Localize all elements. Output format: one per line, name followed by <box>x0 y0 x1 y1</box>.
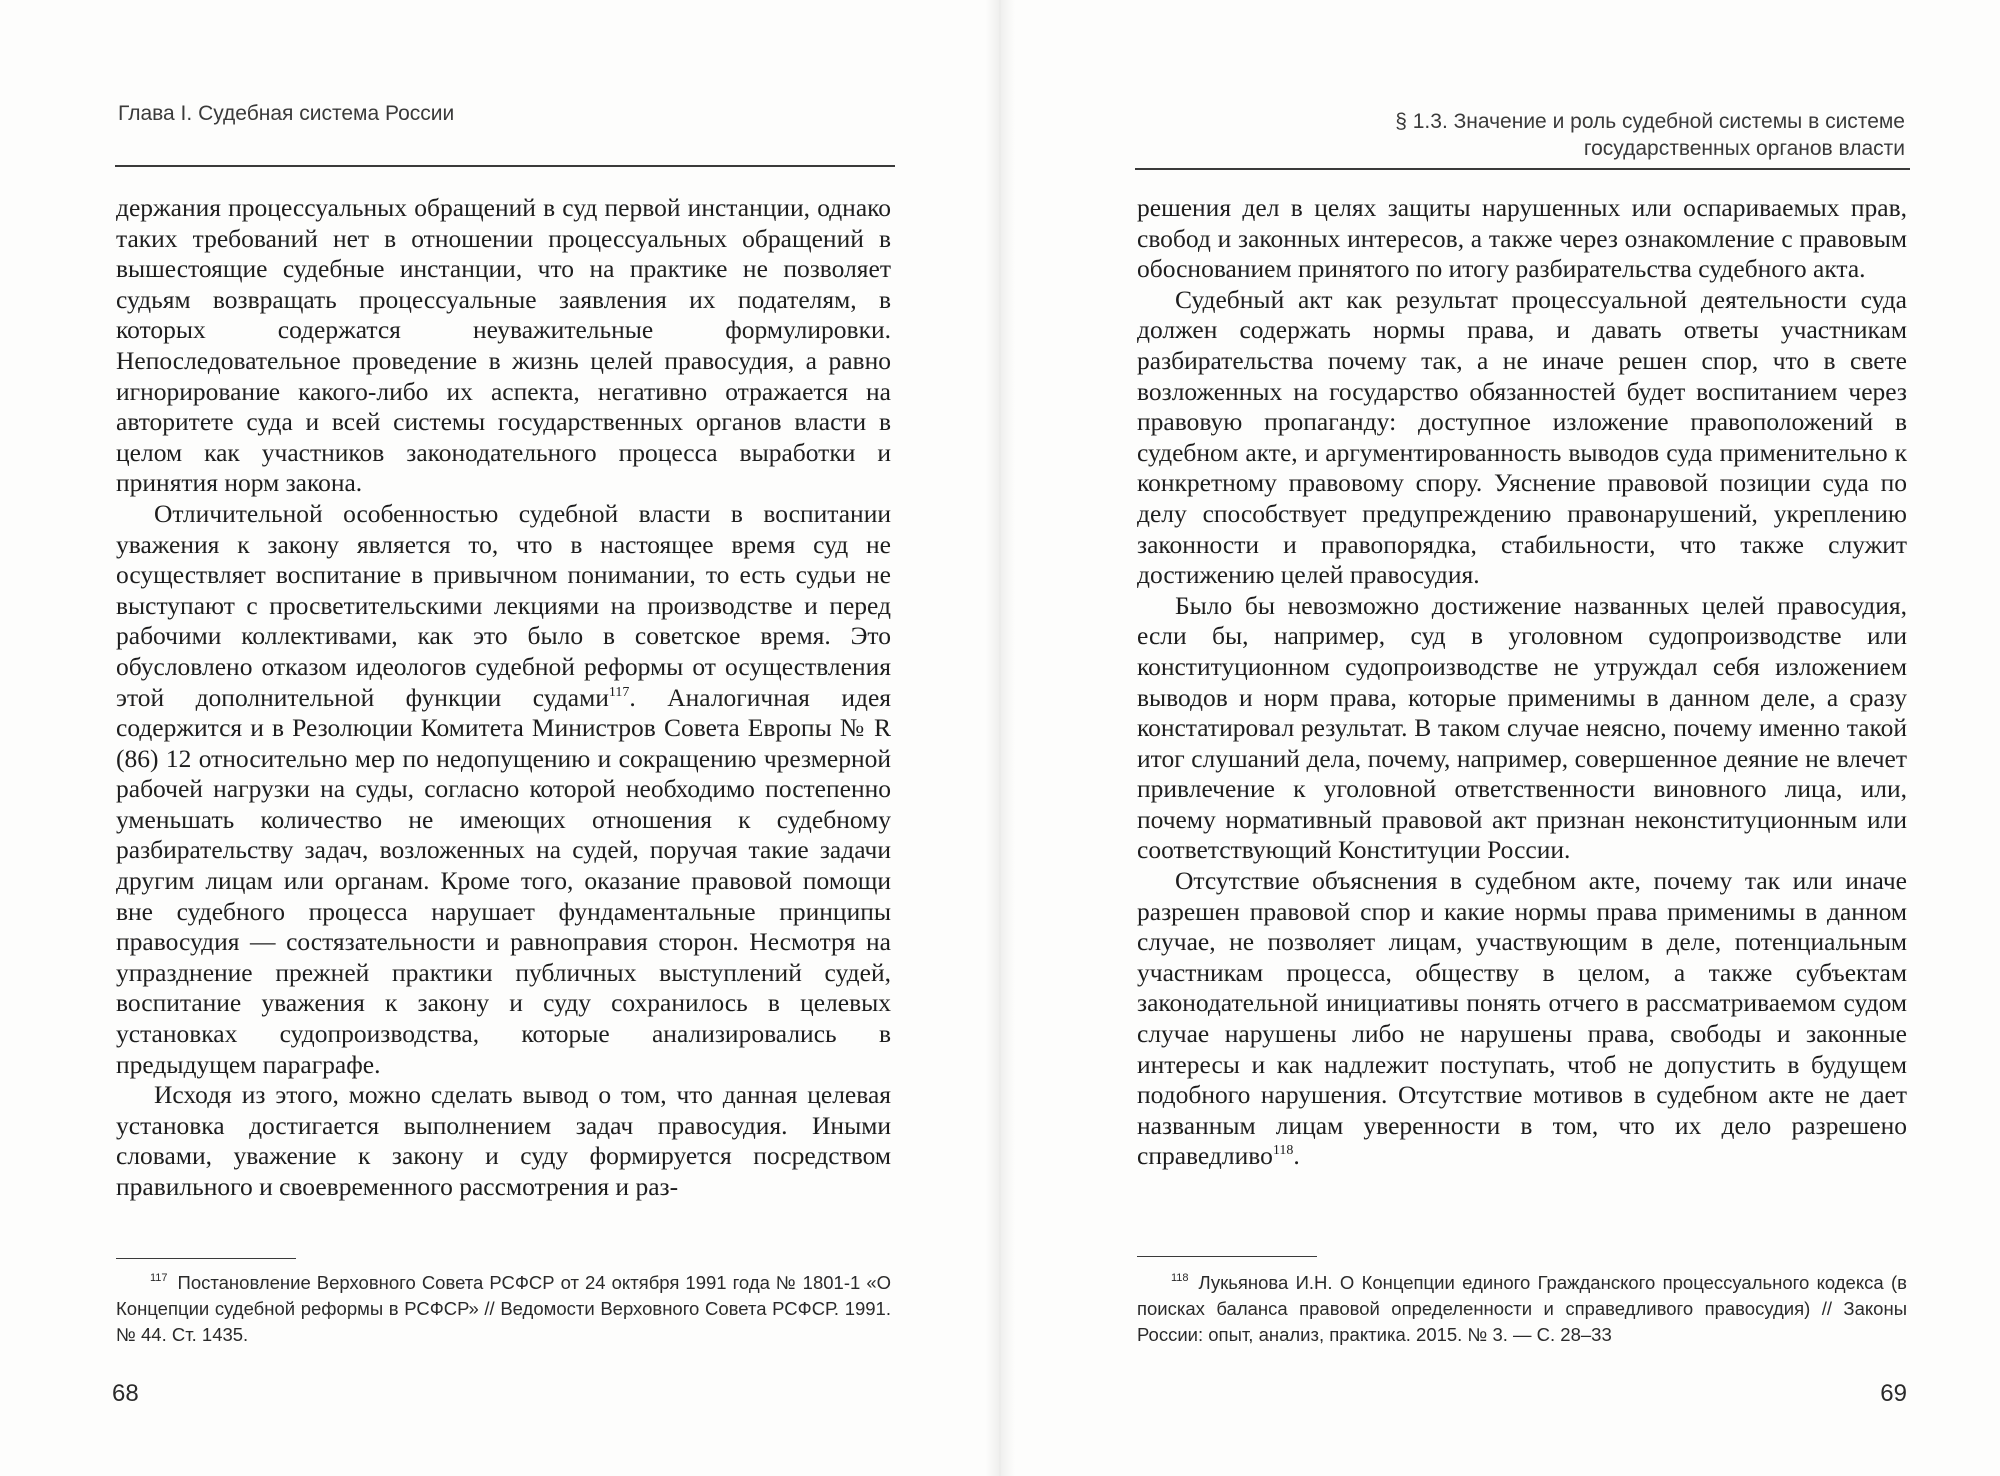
body-text-right <box>1137 193 1907 1172</box>
paragraph <box>1137 866 1907 1172</box>
page-number-left: 68 <box>112 1380 139 1407</box>
running-head-left: Глава I. Судебная система России <box>118 102 455 125</box>
running-head-line: § 1.3. Значение и роль судебной системы в системе <box>1395 110 1905 133</box>
paragraph: Было бы невозможно достижение названных целей правосудия, если бы, например, суд в уголовном судопроизводстве или конституционном судопроизводстве не утруждал себя изложением выводов и норм права, которые применимы в данном деле, а сразу констатировал результат. В таком случае неясно, почему именно такой итог слушаний дела, почему, например, совершенное деяние не влечет привлечение к уголовной ответственности виновного лица, или, почему нормативный правовой акт признан неконституционным или соответствующий Конституции России. <box>1137 590 1907 865</box>
footnote-117 <box>116 1270 891 1348</box>
body-text-left <box>116 193 891 1203</box>
paragraph-text: Отличительной особенностью судебной власти в воспитании уважения к закону является то, что в настоящее время суд не осуществляет воспитание в привычном понимании, то есть судьи не выступают с просветительскими лекциями на производстве и перед рабочими коллективами, как это было в советское время. Это обусловлено отказом идеологов судебной реформы от осуществления этой дополнительной функции судами <box>116 498 891 712</box>
footnote-ref-117[interactable]: 117 <box>608 684 630 700</box>
footnote-ref-118[interactable]: 118 <box>1272 1143 1294 1159</box>
paragraph-text: . Аналогичная идея содержится и в Резолюции Комитета Министров Совета Европы № R (86) 12 относительно мер по недопущению и сокращению чрезмерной рабочей нагрузки на суды, согласно которой необходимо постепенно уменьшать количество не имеющих отношения к судебному разбирательству задач, возложенных на судей, поручая такие задачи другим лицам или органам. Кроме того, оказание правовой помощи вне судебного процесса нарушает фундаментальные принципы правосудия — состязательности и равноправия сторон. Несмотря на упразднение прежней практики публичных выступлений судей, воспитание уважения к закону и суду сохранилось в целевых установках судопроизводства, которые анализировались в предыдущем параграфе. <box>116 682 892 1079</box>
paragraph: Исходя из этого, можно сделать вывод о том, что данная целевая установка достигается выполнением задач правосудия. Иными словами, уважение к закону и суду формируется посредством правильного и своевременного рассмотрения и раз- <box>116 1080 891 1201</box>
paragraph <box>116 499 891 1080</box>
paragraph-text: . <box>1293 1141 1300 1171</box>
right-page <box>1000 0 2000 1476</box>
page-number-right: 69 <box>1880 1380 1907 1407</box>
paragraph: держания процессуальных обращений в суд первой инстанции, однако таких требований нет в отношении процессуальных обращений в вышестоящие судебные инстанции, что на практике не позволяет судьям возвращать процессуальные заявления их подателям, в которых содержатся неуважительные формулировки. Непоследовательное проведение в жизнь целей правосудия, а равно игнорирование какого-либо их аспекта, негативно отражается на авторитете суда и всей системы государственных органов власти в целом как участников законодательного процесса выработки и принятия норм закона. <box>116 193 891 498</box>
footnote-rule-right <box>1137 1256 1317 1257</box>
footnote-number: 117 <box>150 1272 168 1284</box>
paragraph: Судебный акт как результат процессуальной деятельности суда должен содержать нормы права, и давать ответы участникам разбирательства почему так, а не иначе решен спор, что в свете возложенных на государство обязанностей будет воспитанием через правовую пропаганду: доступное изложение правоположений в судебном акте, и аргументированность выводов суда применительно к конкретному правовому спору. Уяснение правовой позиции суда по делу способствует предупреждению правонарушений, укреплению законности и правопорядка, стабильности, что также служит достижению целей правосудия. <box>1137 284 1907 590</box>
header-rule-left <box>115 165 895 167</box>
paragraph-text: Отсутствие объяснения в судебном акте, почему так или иначе разрешен правовой спор и какие нормы права применимы в данном случае, не позволяет лицам, участвующим в деле, потенциальным участникам процесса, обществу в целом, а также субъектам законодательной инициативы понять отчего в рассматриваемом судом случае нарушены либо не нарушены права, свободы и законные интересы и как надлежит поступать, чтоб не допустить в будущем подобного нарушения. Отсутствие мотивов в судебном акте не дает названным лицам уверенности в том, что их дело разрешено справедливо <box>1137 866 1907 1171</box>
header-rule-right <box>1135 168 1910 170</box>
paragraph: решения дел в целях защиты нарушенных или оспариваемых прав, свобод и законных интересов, а также через ознакомление с правовым обоснованием принятого по итогу разбирательства судебного акта. <box>1137 193 1907 284</box>
running-head-right <box>1265 108 1905 162</box>
footnote-118 <box>1137 1270 1907 1348</box>
footnote-number: 118 <box>1171 1272 1189 1284</box>
footnote-rule-left <box>116 1258 296 1259</box>
running-head-line: государственных органов власти <box>1583 137 1905 160</box>
footnote-text: Лукьянова И.Н. О Концепции единого Гражданского процессуального кодекса (в поисках баланса правовой определенности и справедливого правосудия) // Законы России: опыт, анализ, практика. 2015. № 3. — С. 28–33 <box>1137 1272 1907 1345</box>
footnote-text: Постановление Верховного Совета РСФСР от 24 октября 1991 года № 1801-1 «О Концепции судебной реформы в РСФСР» // Ведомости Верховного Совета РСФСР. 1991. № 44. Ст. 1435. <box>116 1272 891 1345</box>
